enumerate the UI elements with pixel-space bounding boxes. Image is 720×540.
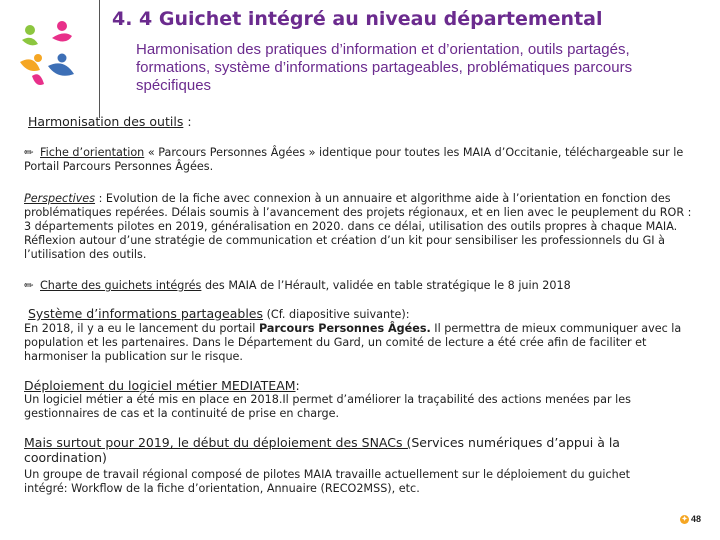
section-snacs-heading bbox=[24, 435, 696, 465]
mediateam-heading-label: Déploiement du logiciel métier MEDIATEAM bbox=[24, 378, 296, 393]
snacs-paragraph: Un groupe de travail régional composé de pilotes MAIA travaille actuellement sur le déploiement du guichet intégré: Workflow de la fiche d’orientation, Annuaire (RECO2MSS), etc. bbox=[24, 468, 630, 495]
systeme-text-before: En 2018, il y a eu le lancement du portail bbox=[24, 322, 259, 335]
systeme-heading-label: Système d’informations partageables bbox=[28, 306, 264, 321]
perspectives-text: : Evolution de la fiche avec connexion à un annuaire et algorithme aide à l’orientation en fonction des problématiques repérées. Délais soumis à l’avancement des projets régionaux, et en lien avec le peuplement du ROR : 3 départements pilotes en 2019, généralisation en 2020. dans ce délai, utilisation des outils propres à chaque MAIA. bbox=[24, 192, 692, 233]
vertical-divider bbox=[99, 0, 100, 118]
snacs-heading-suffix: Services numériques d’appui à la coordination) bbox=[24, 435, 620, 465]
logo bbox=[18, 18, 78, 92]
systeme-paragraph bbox=[24, 322, 696, 364]
mediateam-paragraph: Un logiciel métier a été mis en place en 2018.Il permet d’améliorer la traçabilité des actions menées par les gestionnaires de cas et la continuité de prise en charge. bbox=[24, 393, 631, 420]
pencil-icon: ✏ bbox=[24, 279, 34, 292]
bullet-charte bbox=[24, 279, 696, 293]
harmonisation-heading-suffix: : bbox=[183, 114, 192, 129]
section-systeme-heading bbox=[28, 306, 696, 322]
main-content bbox=[24, 114, 696, 496]
pencil-icon: ✏ bbox=[24, 146, 34, 159]
page-badge-icon: ✦ bbox=[681, 515, 688, 523]
systeme-heading-suffix: (Cf. diapositive suivante): bbox=[263, 308, 410, 321]
page-title: 4. 4 Guichet intégré au niveau départemental bbox=[112, 8, 603, 30]
perspectives-label: Perspectives bbox=[24, 192, 96, 205]
page-number-value: 48 bbox=[691, 514, 702, 524]
snacs-heading-label: Mais surtout pour 2019, le début du déploiement des SNACs ( bbox=[24, 435, 412, 450]
charte-text: des MAIA de l’Hérault, validée en table stratégique le 8 juin 2018 bbox=[201, 279, 571, 292]
reflexion-paragraph: Réflexion autour d’une stratégie de communication et création d’un kit pour sensibiliser les professionnels du GI à l’utilisation des outils. bbox=[24, 234, 666, 261]
section-mediateam-heading bbox=[24, 378, 696, 393]
bullet-fiche-orientation bbox=[24, 146, 696, 174]
harmonisation-heading-label: Harmonisation des outils bbox=[28, 114, 184, 129]
page-subtitle: Harmonisation des pratiques d’information et d’orientation, outils partagés, formations, système d’informations partageables, problématiques parcours spécifiques bbox=[136, 41, 633, 94]
systeme-text-bold: Parcours Personnes Âgées. bbox=[258, 322, 431, 335]
perspectives-paragraph bbox=[24, 192, 696, 234]
charte-label: Charte des guichets intégrés bbox=[40, 279, 202, 292]
section-harmonisation-heading bbox=[28, 114, 696, 129]
page-number bbox=[680, 514, 701, 524]
fiche-orientation-label: Fiche d’orientation bbox=[40, 146, 145, 159]
mediateam-heading-suffix: : bbox=[295, 378, 300, 393]
people-logo-icon bbox=[18, 18, 78, 92]
fiche-orientation-text: « Parcours Personnes Âgées » identique pour toutes les MAIA d’Occitanie, téléchargeable sur le Portail Parcours Personnes Âgées. bbox=[24, 146, 684, 173]
systeme-text-after: Il permettra de mieux communiquer avec la population et les partenaires. Dans le Département du Gard, un comité de lecture a été crée afin de faciliter et harmoniser la publication sur le risque. bbox=[24, 322, 682, 363]
